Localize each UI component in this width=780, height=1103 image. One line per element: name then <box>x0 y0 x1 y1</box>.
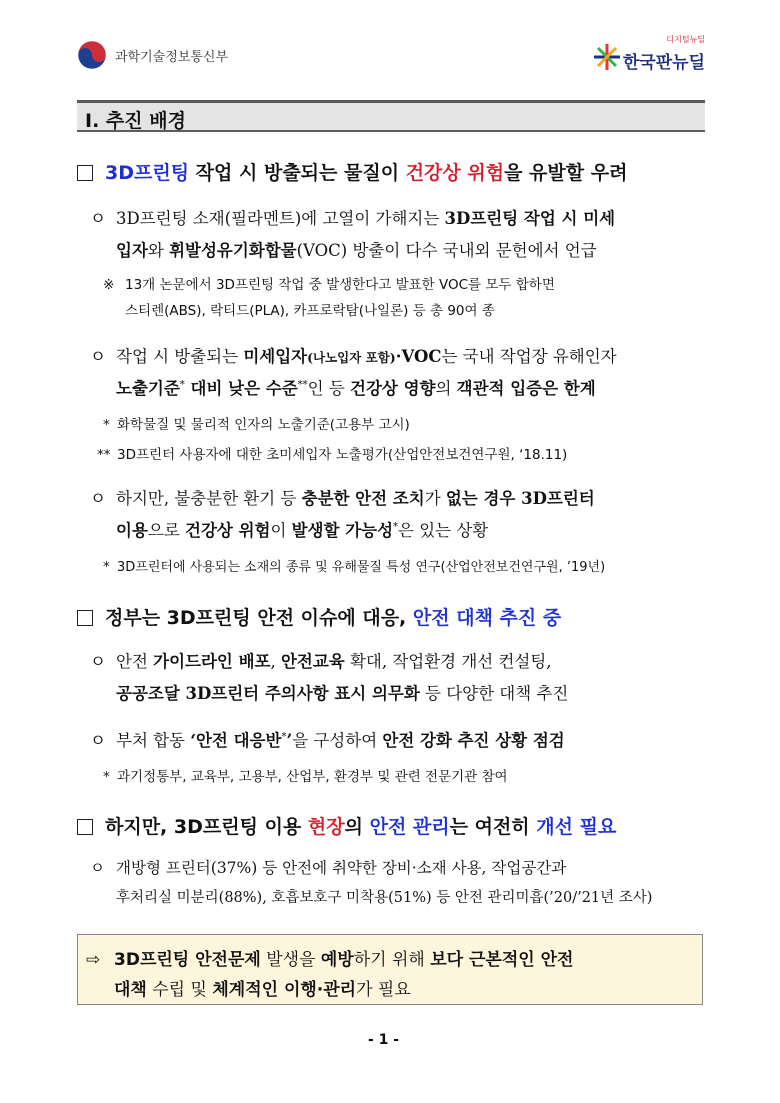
list-item: ㅇ 작업 시 방출되는 미세입자(나노입자 포함)·VOC는 국내 작업장 유해인자 <box>90 347 617 366</box>
section-title: I. 추진 배경 <box>85 110 186 132</box>
footnote: ** 3D프린터 사용자에 대한 초미세입자 노출평가(산업안전보건연구원, ‘18.11) <box>97 447 568 463</box>
footnote-continuation: 스티렌(ABS), 락티드(PLA), 카프로락탐(나일론) 등 총 90여 종 <box>125 303 495 319</box>
list-item-continuation: 노출기준* 대비 낮은 수준**인 등 건강상 영향의 객관적 입증은 한계 <box>116 379 596 398</box>
list-item: ㅇ 하지만, 불충분한 환기 등 충분한 안전 조치가 없는 경우 3D프린터 <box>90 489 595 508</box>
section-header-bar <box>77 100 705 132</box>
checkbox-square-icon <box>77 610 93 626</box>
list-item: ㅇ 부처 합동 ‘안전 대응반*’을 구성하여 안전 강화 추진 상황 점검 <box>90 731 565 750</box>
heading-3: 하지만, 3D프린팅 이용 현장의 안전 관리는 여전히 개선 필요 <box>77 812 616 839</box>
checkbox-square-icon <box>77 819 93 835</box>
footnote: * 과기정통부, 교육부, 고용부, 산업부, 환경부 및 관련 전문기관 참여 <box>103 769 508 785</box>
list-item-continuation: 이용으로 건강상 위험이 발생할 가능성*은 있는 상황 <box>116 521 489 540</box>
page-number: - 1 - <box>368 1032 400 1048</box>
checkbox-square-icon <box>77 165 93 181</box>
taegeuk-emblem-icon <box>77 40 107 70</box>
list-item-continuation: 후처리실 미분리(88%), 호흡보호구 미착용(51%) 등 안전 관리미흡(’20/’21년 조사) <box>116 890 653 906</box>
footnote: * 화학물질 및 물리적 인자의 노출기준(고용부 고시) <box>103 417 410 433</box>
brand-logo <box>592 34 707 74</box>
right-arrow-icon: ⇨ <box>86 950 101 970</box>
list-item-continuation: 공공조달 3D프린터 주의사항 표시 의무화 등 다양한 대책 추진 <box>116 684 569 703</box>
list-item: ㅇ 3D프린팅 소재(필라멘트)에 고열이 가해지는 3D프린팅 작업 시 미세 <box>90 209 616 228</box>
ministry-name: 과학기술정보통신부 <box>115 49 229 65</box>
conclusion-callout: ⇨ 3D프린팅 안전문제 발생을 예방하기 위해 보다 근본적인 안전 대책 수립 및 체계적인 이행·관리가 필요 <box>77 934 703 1005</box>
brand-subtitle: 디지털뉴딜 <box>666 35 705 44</box>
ministry-header <box>77 40 228 70</box>
new-deal-star-icon <box>592 42 622 72</box>
list-item: ㅇ 안전 가이드라인 배포, 안전교육 확대, 작업환경 개선 컨설팅, <box>90 652 552 671</box>
footnote: * 3D프린터에 사용되는 소재의 종류 및 유해물질 특성 연구(산업안전보건연구원, ’19년) <box>103 559 606 575</box>
heading-1: 3D프린팅 작업 시 방출되는 물질이 건강상 위험을 유발할 우려 <box>77 158 627 185</box>
footnote: ※ 13개 논문에서 3D프린팅 작업 중 발생한다고 발표한 VOC를 모두 합하면 <box>103 277 555 293</box>
list-item: ㅇ 개방형 프린터(37%) 등 안전에 취약한 장비·소재 사용, 작업공간과 <box>90 859 567 877</box>
heading-2: 정부는 3D프린팅 안전 이슈에 대응, 안전 대책 추진 중 <box>77 603 561 630</box>
brand-title: 한국판뉴딜 <box>622 53 705 73</box>
list-item-continuation: 입자와 휘발성유기화합물(VOC) 방출이 다수 국내외 문헌에서 언급 <box>116 241 597 260</box>
